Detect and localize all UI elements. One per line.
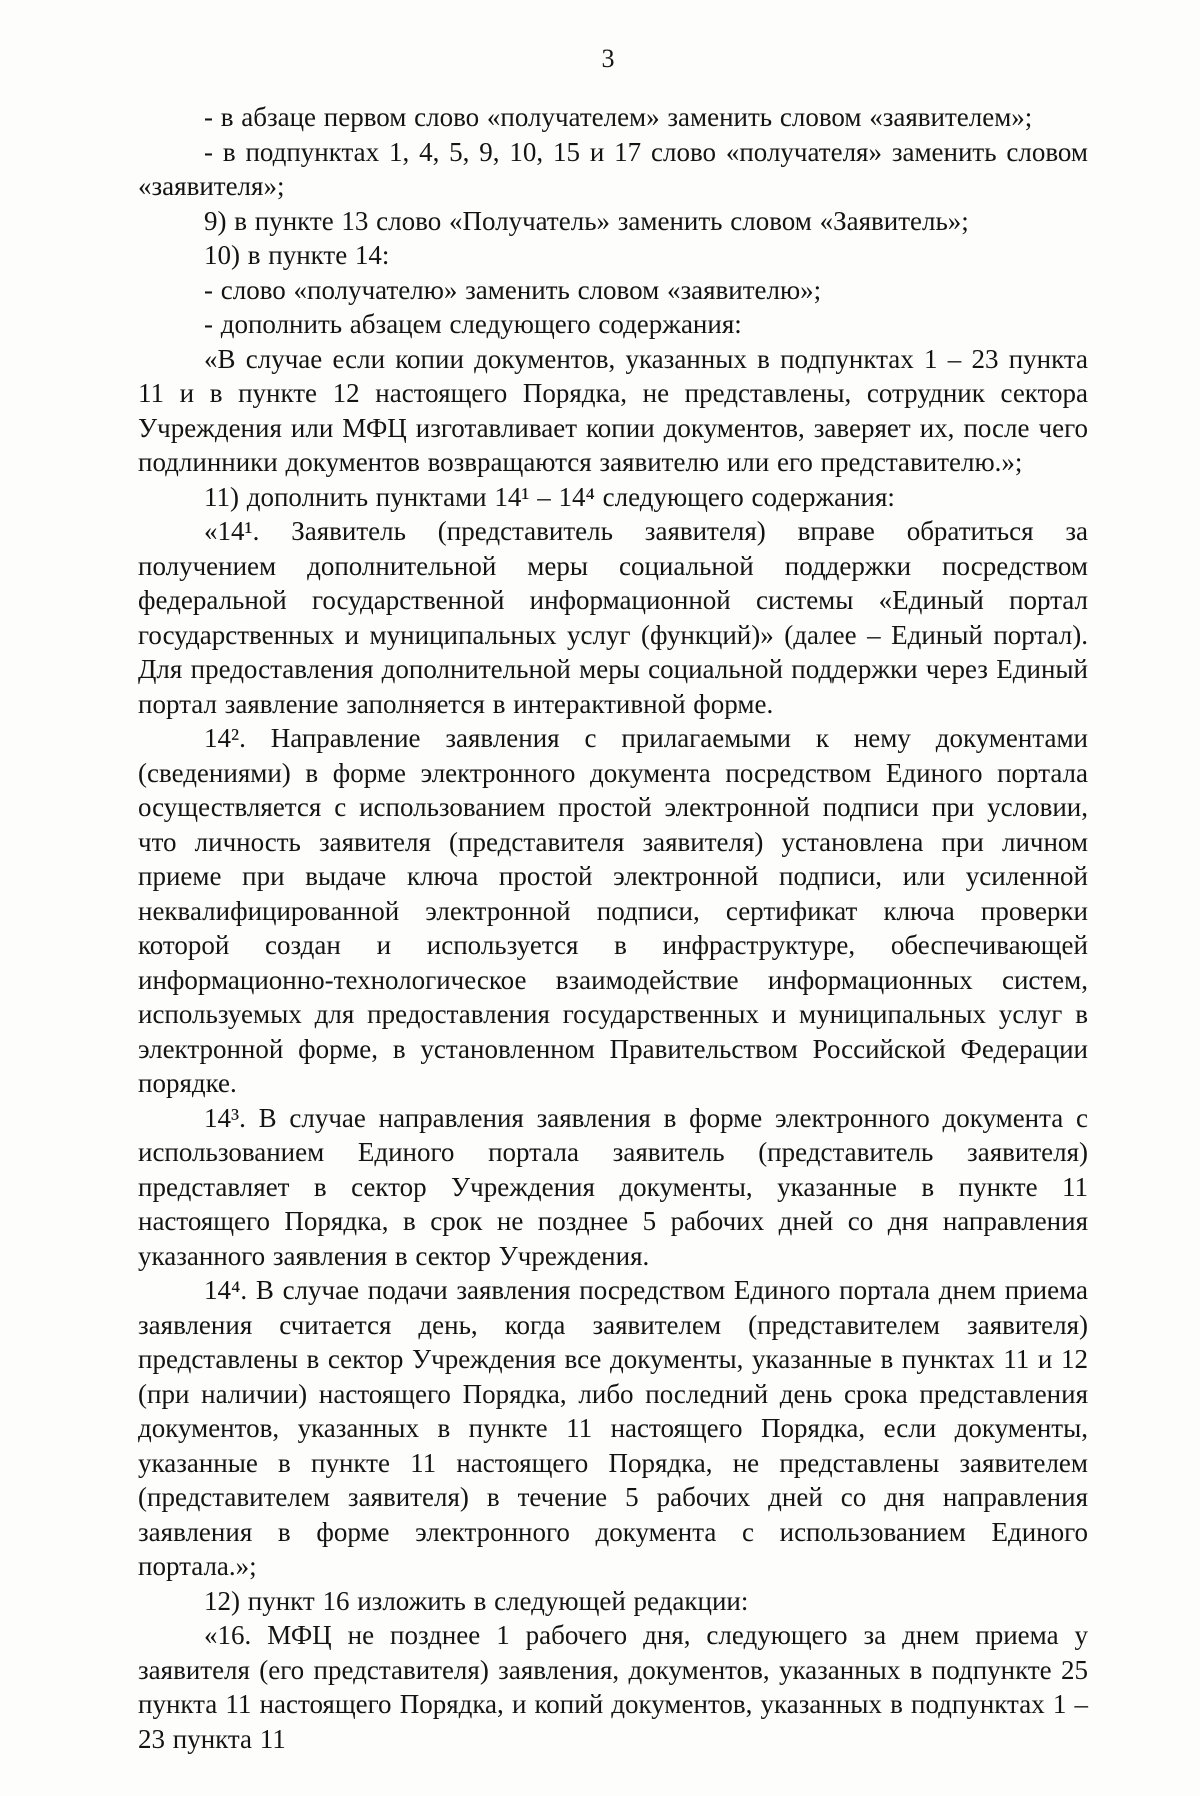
page-number: 3 [601, 44, 615, 73]
paragraph: 10) в пункте 14: [204, 240, 390, 270]
paragraph: - в абзаце первом слово «получателем» заменить словом «заявителем»; [204, 102, 1033, 132]
document-text [138, 100, 1088, 1756]
paragraph: 12) пункт 16 изложить в следующей редакции: [204, 1585, 749, 1616]
paragraph: - в подпунктах 1, 4, 5, 9, 10, 15 и 17 слово «получателя» заменить словом «заявителя»; [138, 136, 1088, 201]
paragraph: - слово «получателю» заменить словом «заявителю»; [204, 274, 822, 305]
paragraph: 14⁴. В случае подачи заявления посредством Единого портала днем приема заявления считается день, когда заявителем (представителем заявителя) представлены в сектор Учреждения все документы, указанные в пунктах 11 и 12 (при наличии) настоящего Порядка, либо последний день срока представления документов, указанных в пункте 11 настоящего Порядка, если документы, указанные в пункте 11 настоящего Порядка, не представлены заявителем (представителем заявителя) в течение 5 рабочих дней со дня направления заявления в форме электронного документа с использованием Единого портала.»; [138, 1275, 1088, 1581]
paragraph: «В случае если копии документов, указанных в подпунктах 1 – 23 пункта 11 и в пункте 12 настоящего Порядка, не представлены, сотрудник сектора Учреждения или МФЦ изготавливает копии документов, заверяет их, после чего подлинники документов возвращаются заявителю или его представителю.»; [138, 343, 1088, 477]
paragraph: 11) дополнить пунктами 14¹ – 14⁴ следующего содержания: [204, 481, 895, 512]
paragraph: 14³. В случае направления заявления в форме электронного документа с использованием Единого портала заявитель (представитель заявителя) представляет в сектор Учреждения документы, указанные в пункте 11 настоящего Порядка, в срок не позднее 5 рабочих дней со дня направления указанного заявления в сектор Учреждения. [138, 1102, 1088, 1271]
paragraph: 14². Направление заявления с прилагаемыми к нему документами (сведениями) в форме электронного документа посредством Единого портала осуществляется с использованием простой электронной подписи при условии, что личность заявителя (представителя заявителя) установлена при личном приеме при выдаче ключа простой электронной подписи, или усиленной неквалифицированной электронной подписи, сертификат ключа проверки которой создан и используется в инфраструктуре, обеспечивающей информационно-технологическое взаимодействие информационных систем, используемых для предоставления государственных и муниципальных услуг в электронной форме, в установленном Правительством Российской Федерации порядке. [138, 723, 1088, 1098]
paragraph: - дополнить абзацем следующего содержания: [204, 309, 742, 339]
paragraph: «14¹. Заявитель (представитель заявителя) вправе обратиться за получением дополнительной меры социальной поддержки посредством федеральной государственной информационной системы «Единый портал государственных и муниципальных услуг (функций)» (далее – Единый портал). Для предоставления дополнительной меры социальной поддержки через Единый портал заявление заполняется в интерактивной форме. [138, 516, 1088, 719]
paragraph: «16. МФЦ не позднее 1 рабочего дня, следующего за днем приема у заявителя (его представителя) заявления, документов, указанных в подпункте 25 пункта 11 настоящего Порядка, и копий документов, указанных в подпунктах 1 – 23 пункта 11 [138, 1620, 1088, 1754]
paragraph: 9) в пункте 13 слово «Получатель» заменить словом «Заявитель»; [204, 205, 969, 236]
